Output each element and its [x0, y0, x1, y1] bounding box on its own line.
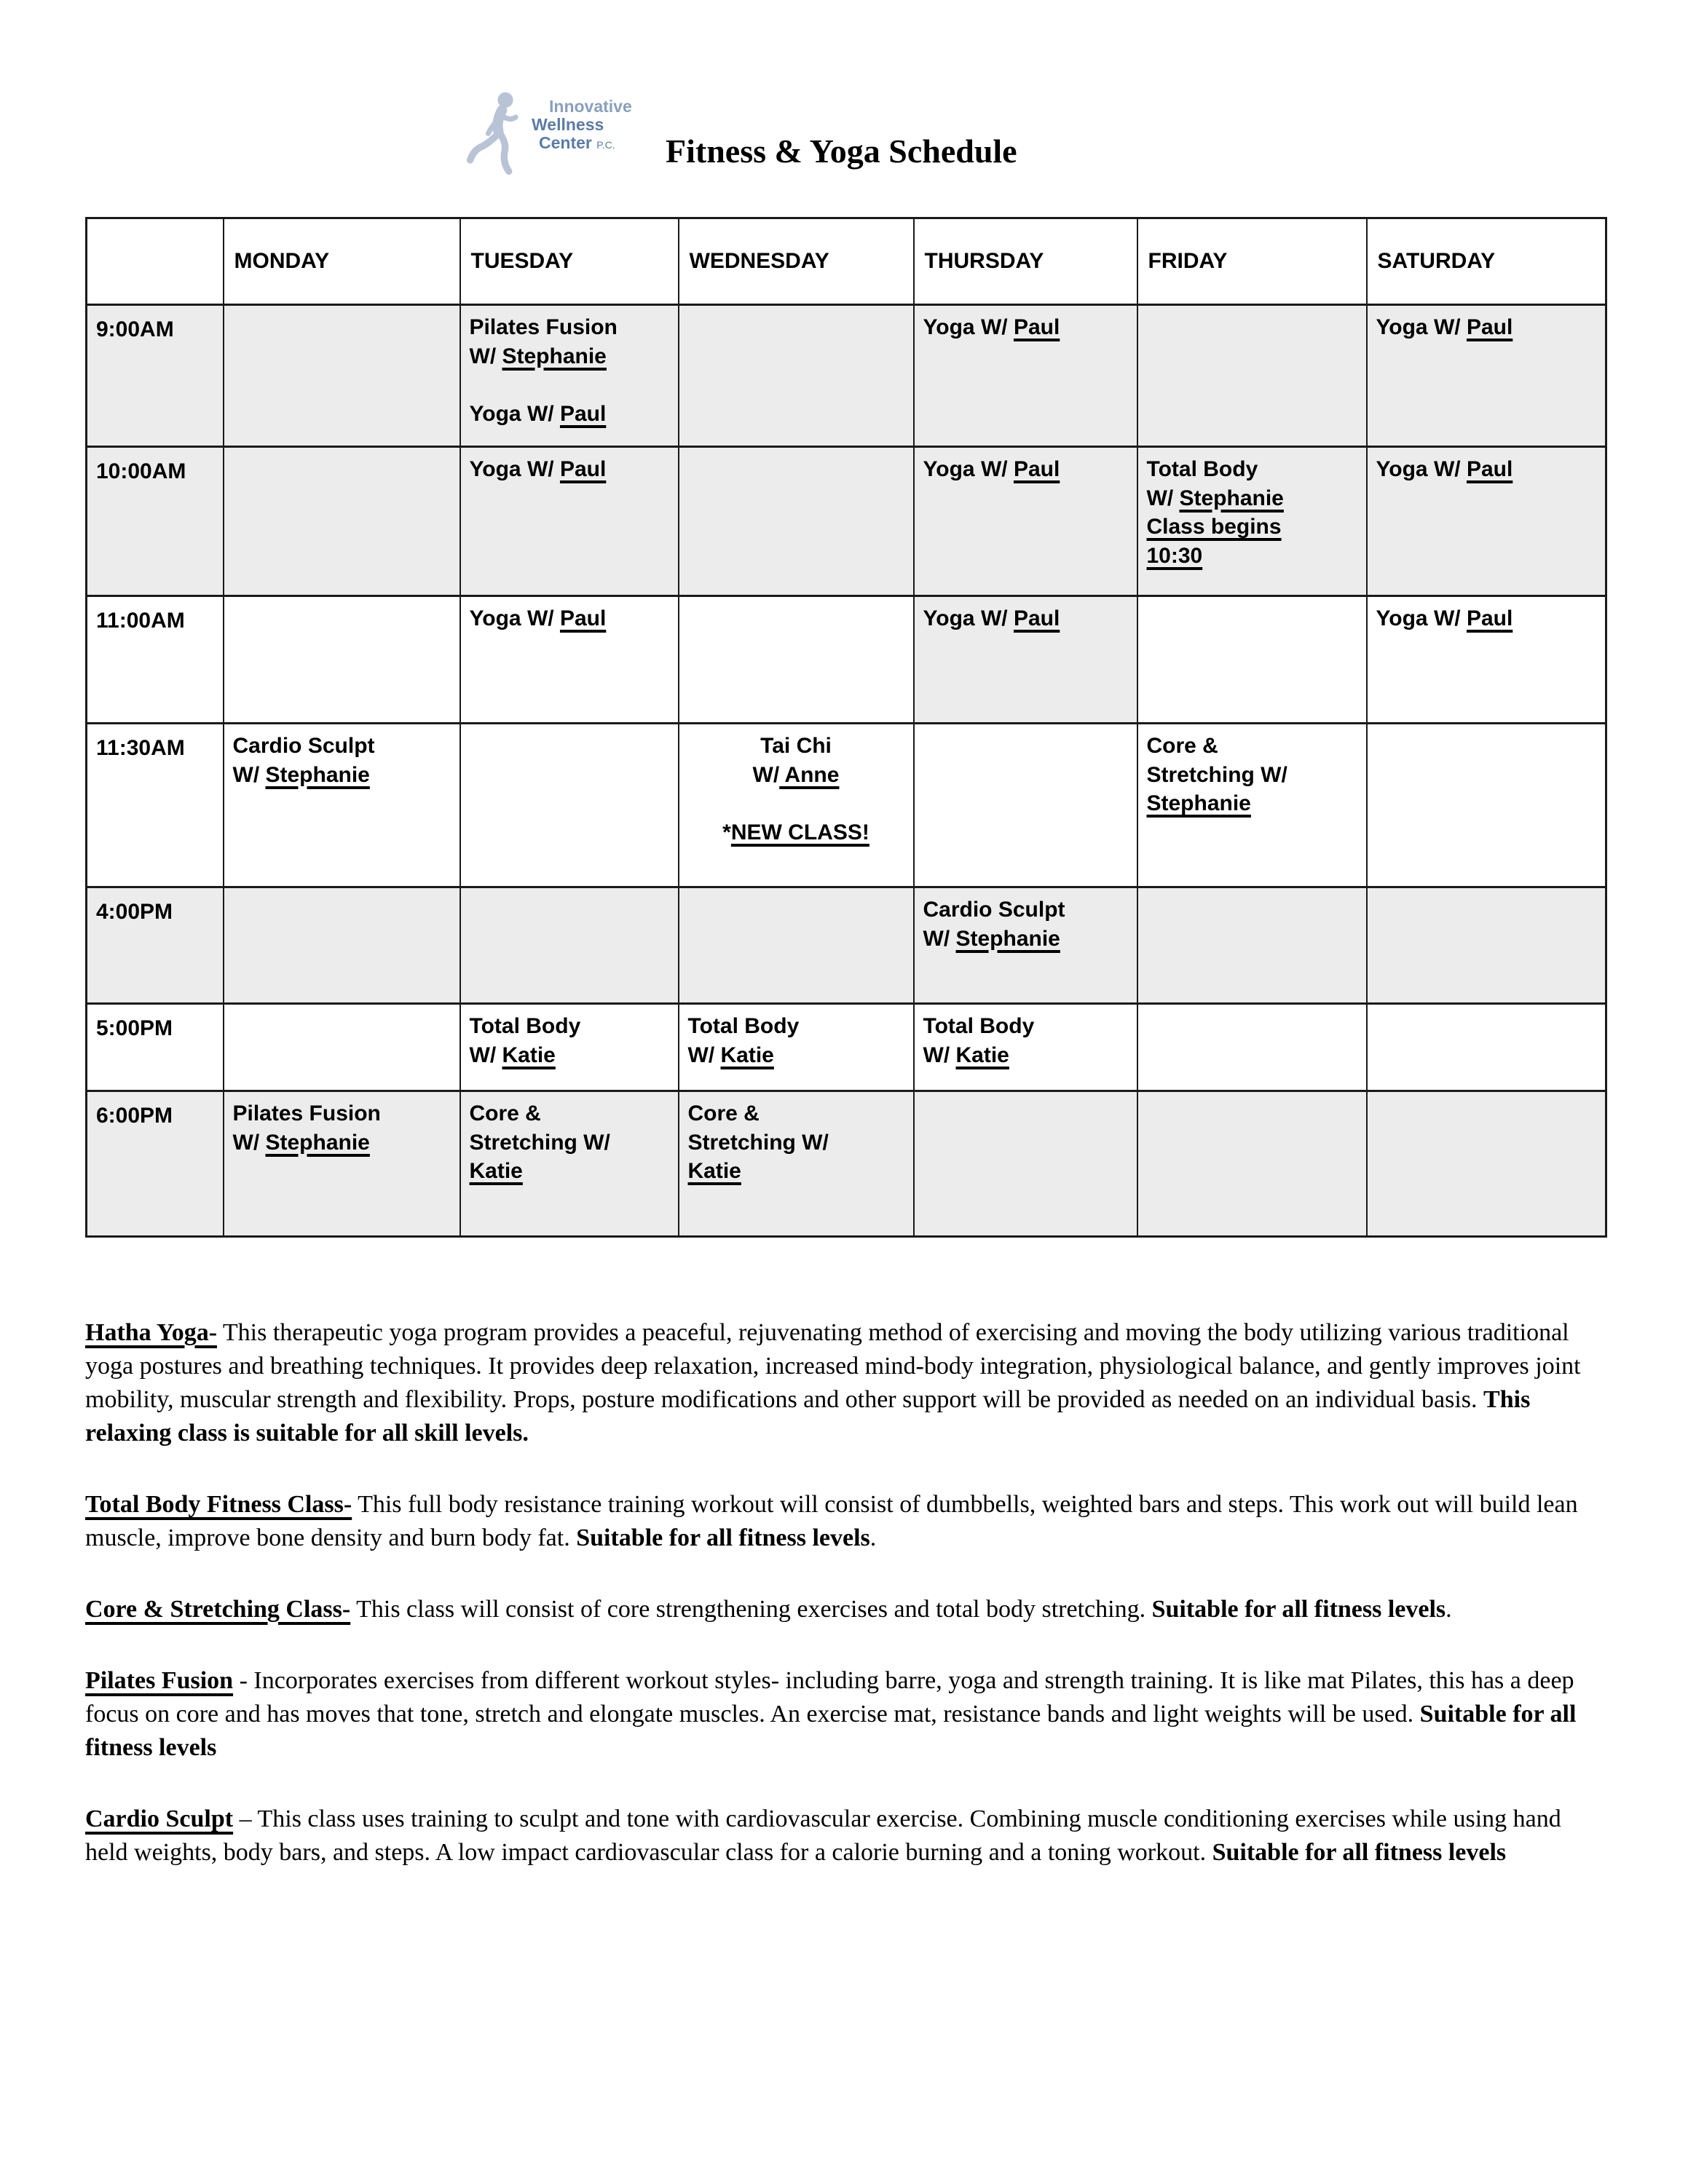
class-descriptions-section — [85, 1316, 1603, 1870]
schedule-cell — [224, 887, 460, 1004]
schedule-cell — [914, 447, 1137, 596]
cell-text: Cardio Sculpt — [923, 898, 1065, 922]
class-name-heading: Hatha Yoga- — [85, 1319, 218, 1346]
class-description — [85, 1316, 1603, 1450]
cell-text: NEW CLASS! — [730, 820, 869, 844]
innovative-wellness-center-logo — [465, 86, 652, 175]
schedule-cell — [679, 447, 914, 596]
cell-text: Yoga W/ — [923, 606, 1014, 630]
schedule-cell — [1137, 447, 1367, 596]
cell-text: Total Body — [469, 1014, 581, 1038]
schedule-cell — [679, 305, 914, 447]
schedule-cell — [224, 724, 460, 887]
cell-text: Total Body — [1146, 457, 1258, 481]
cell-text: Paul — [559, 457, 607, 481]
schedule-cell — [1367, 596, 1606, 724]
cell-text: Core & — [687, 1101, 760, 1125]
cell-text: * — [722, 820, 731, 844]
col-header-tuesday: TUESDAY — [460, 218, 679, 305]
cell-text: Stephanie — [502, 344, 607, 368]
col-header-wednesday: WEDNESDAY — [679, 218, 914, 305]
schedule-cell — [679, 724, 914, 887]
cell-text: Class begins — [1146, 515, 1282, 539]
schedule-cell — [460, 1004, 679, 1091]
description-text: This full body resistance training workout will consist of dumbbells, weighted bars and steps. This work out will build lean muscle, improve bone density and burn body fat. — [85, 1491, 1578, 1551]
cell-text: Yoga W/ — [1376, 606, 1467, 630]
schedule-cell — [914, 887, 1137, 1004]
cell-text: Cardio Sculpt — [232, 734, 375, 758]
schedule-cell — [460, 305, 679, 447]
logo-word-center: Center P.C. — [539, 133, 615, 152]
description-text: - Incorporates exercises from different workout styles- including barre, yoga and strength training. It is like mat Pilates, this has a deep focus on core and has moves that tone, stretch and elongate muscles. An exercise mat, resistance bands and light weights will be used. — [85, 1667, 1574, 1728]
cell-text: Katie — [502, 1042, 556, 1067]
schedule-cell — [224, 1004, 460, 1091]
schedule-cell — [1367, 1004, 1606, 1091]
cell-text: Total Body — [923, 1014, 1035, 1038]
schedule-cell — [460, 1091, 679, 1237]
cell-text: 10:30 — [1146, 543, 1203, 568]
cell-text: W/ — [923, 926, 956, 951]
description-text: . — [1446, 1596, 1452, 1623]
cell-text: W/ — [469, 1042, 502, 1067]
description-text: Suitable for all fitness levels — [85, 1701, 1577, 1761]
schedule-table — [85, 217, 1607, 1238]
cell-text: W/ — [752, 762, 780, 787]
col-header-saturday: SATURDAY — [1367, 218, 1606, 305]
cell-text: W/ — [923, 1042, 956, 1067]
schedule-row — [87, 887, 1606, 1004]
description-text: This therapeutic yoga program provides a peaceful, rejuvenating method of exercising and moving the body utilizing various traditional yoga postures and breathing techniques. It provides deep relaxation, increased mind-body integration, physiological balance, and gently improves joint mobility, muscular strength and flexibility. Props, posture modifications and other support will be provided as needed on an individual basis. — [85, 1319, 1581, 1413]
schedule-row — [87, 447, 1606, 596]
schedule-cell — [679, 1004, 914, 1091]
cell-text: Tai Chi — [760, 734, 832, 758]
cell-text: Yoga W/ — [923, 315, 1014, 339]
class-name-heading: Cardio Sculpt — [85, 1805, 234, 1832]
schedule-cell — [1367, 724, 1606, 887]
cell-text: Stretching W/ — [687, 1130, 829, 1155]
schedule-cell — [224, 596, 460, 724]
schedule-cell — [679, 1091, 914, 1237]
time-label: 11:30AM — [87, 724, 224, 887]
logo-word-wellness: Wellness — [532, 115, 604, 134]
cell-text: Stephanie — [955, 926, 1060, 951]
schedule-cell — [914, 596, 1137, 724]
description-text: – This class uses training to sculpt and tone with cardiovascular exercise. Combining muscle conditioning exercises while using hand held weights, body bars, and steps. A low impact cardiovascular class for a calorie burning and a toning workout. — [85, 1805, 1561, 1866]
schedule-cell — [460, 596, 679, 724]
schedule-cell — [1137, 887, 1367, 1004]
class-description — [85, 1593, 1603, 1626]
runner-icon — [465, 89, 527, 175]
cell-text: Paul — [559, 401, 607, 426]
cell-text: Stephanie — [265, 1130, 370, 1155]
col-header-thursday: THURSDAY — [914, 218, 1137, 305]
col-header-time — [87, 218, 224, 305]
schedule-row — [87, 1091, 1606, 1237]
schedule-cell — [679, 596, 914, 724]
logo-suffix: P.C. — [596, 139, 615, 151]
page-title: Fitness & Yoga Schedule — [666, 132, 1017, 170]
description-text: This class will consist of core strengthening exercises and total body stretching. — [350, 1596, 1152, 1623]
cell-text: Paul — [1013, 457, 1060, 481]
description-text: Suitable for all fitness levels — [1212, 1839, 1507, 1866]
description-text: . — [869, 1524, 877, 1551]
cell-text: Katie — [469, 1159, 523, 1184]
cell-text: Anne — [779, 762, 840, 787]
time-label: 4:00PM — [87, 887, 224, 1004]
cell-text: Stephanie — [1179, 486, 1284, 510]
schedule-cell — [914, 724, 1137, 887]
logo-text — [530, 98, 632, 154]
cell-text: Stretching W/ — [1146, 762, 1287, 787]
schedule-cell — [679, 887, 914, 1004]
cell-text: Total Body — [687, 1014, 800, 1038]
schedule-row — [87, 596, 1606, 724]
schedule-cell — [914, 305, 1137, 447]
cell-text: Katie — [687, 1159, 741, 1184]
schedule-cell — [914, 1004, 1137, 1091]
cell-text: Pilates Fusion — [232, 1101, 381, 1125]
schedule-cell — [224, 1091, 460, 1237]
schedule-cell — [914, 1091, 1137, 1237]
class-description — [85, 1803, 1603, 1870]
class-name-heading: Core & Stretching Class- — [85, 1596, 351, 1623]
schedule-cell — [460, 887, 679, 1004]
time-label: 10:00AM — [87, 447, 224, 596]
schedule-cell — [224, 305, 460, 447]
col-header-friday: FRIDAY — [1137, 218, 1367, 305]
schedule-cell — [1367, 887, 1606, 1004]
schedule-cell — [1137, 305, 1367, 447]
cell-text: Stephanie — [265, 762, 370, 787]
document-header — [465, 82, 1688, 175]
cell-text: W/ — [232, 1130, 266, 1155]
schedule-cell — [1137, 1091, 1367, 1237]
cell-text: Yoga W/ — [469, 606, 560, 630]
schedule-cell — [460, 724, 679, 887]
cell-text: Paul — [1013, 315, 1060, 339]
cell-text: Paul — [1466, 606, 1513, 630]
schedule-row — [87, 305, 1606, 447]
schedule-cell — [460, 447, 679, 596]
time-label: 5:00PM — [87, 1004, 224, 1091]
time-label: 9:00AM — [87, 305, 224, 447]
cell-text: W/ — [687, 1042, 721, 1067]
cell-text: Paul — [1013, 606, 1060, 630]
cell-text: W/ — [232, 762, 266, 787]
schedule-header-row — [87, 218, 1606, 305]
cell-text: Yoga W/ — [1376, 457, 1467, 481]
cell-text: Core & — [1146, 734, 1218, 758]
class-name-heading: Pilates Fusion — [85, 1667, 234, 1694]
cell-text: Yoga W/ — [1376, 315, 1467, 339]
description-text: This relaxing class is suitable for all skill levels. — [85, 1386, 1531, 1447]
description-text: Suitable for all fitness levels — [1151, 1596, 1446, 1623]
cell-text: W/ — [1146, 486, 1180, 510]
schedule-cell — [1137, 724, 1367, 887]
schedule-cell — [1137, 596, 1367, 724]
cell-text: Yoga W/ — [469, 401, 560, 426]
schedule-cell — [1367, 1091, 1606, 1237]
cell-text: Pilates Fusion — [469, 315, 618, 339]
schedule-cell — [1367, 447, 1606, 596]
schedule-row — [87, 1004, 1606, 1091]
cell-text: Stretching W/ — [469, 1130, 610, 1155]
class-description — [85, 1488, 1603, 1555]
schedule-cell — [1367, 305, 1606, 447]
description-text: Suitable for all fitness levels — [576, 1524, 870, 1551]
time-label: 6:00PM — [87, 1091, 224, 1237]
cell-text: Paul — [1466, 315, 1513, 339]
class-name-heading: Total Body Fitness Class- — [85, 1491, 352, 1518]
cell-text: Paul — [1466, 457, 1513, 481]
cell-text: Core & — [469, 1101, 541, 1125]
cell-text: W/ — [469, 344, 502, 368]
logo-word-innovative: Innovative — [549, 97, 632, 116]
schedule-cell — [1137, 1004, 1367, 1091]
time-label: 11:00AM — [87, 596, 224, 724]
schedule-row — [87, 724, 1606, 887]
cell-text: Katie — [955, 1042, 1009, 1067]
col-header-monday: MONDAY — [224, 218, 460, 305]
class-description — [85, 1664, 1603, 1765]
schedule-cell — [224, 447, 460, 596]
cell-text: Stephanie — [1146, 791, 1251, 816]
cell-text: Yoga W/ — [469, 457, 560, 481]
cell-text: Paul — [559, 606, 607, 630]
cell-text: Katie — [720, 1042, 774, 1067]
cell-text: Yoga W/ — [923, 457, 1014, 481]
